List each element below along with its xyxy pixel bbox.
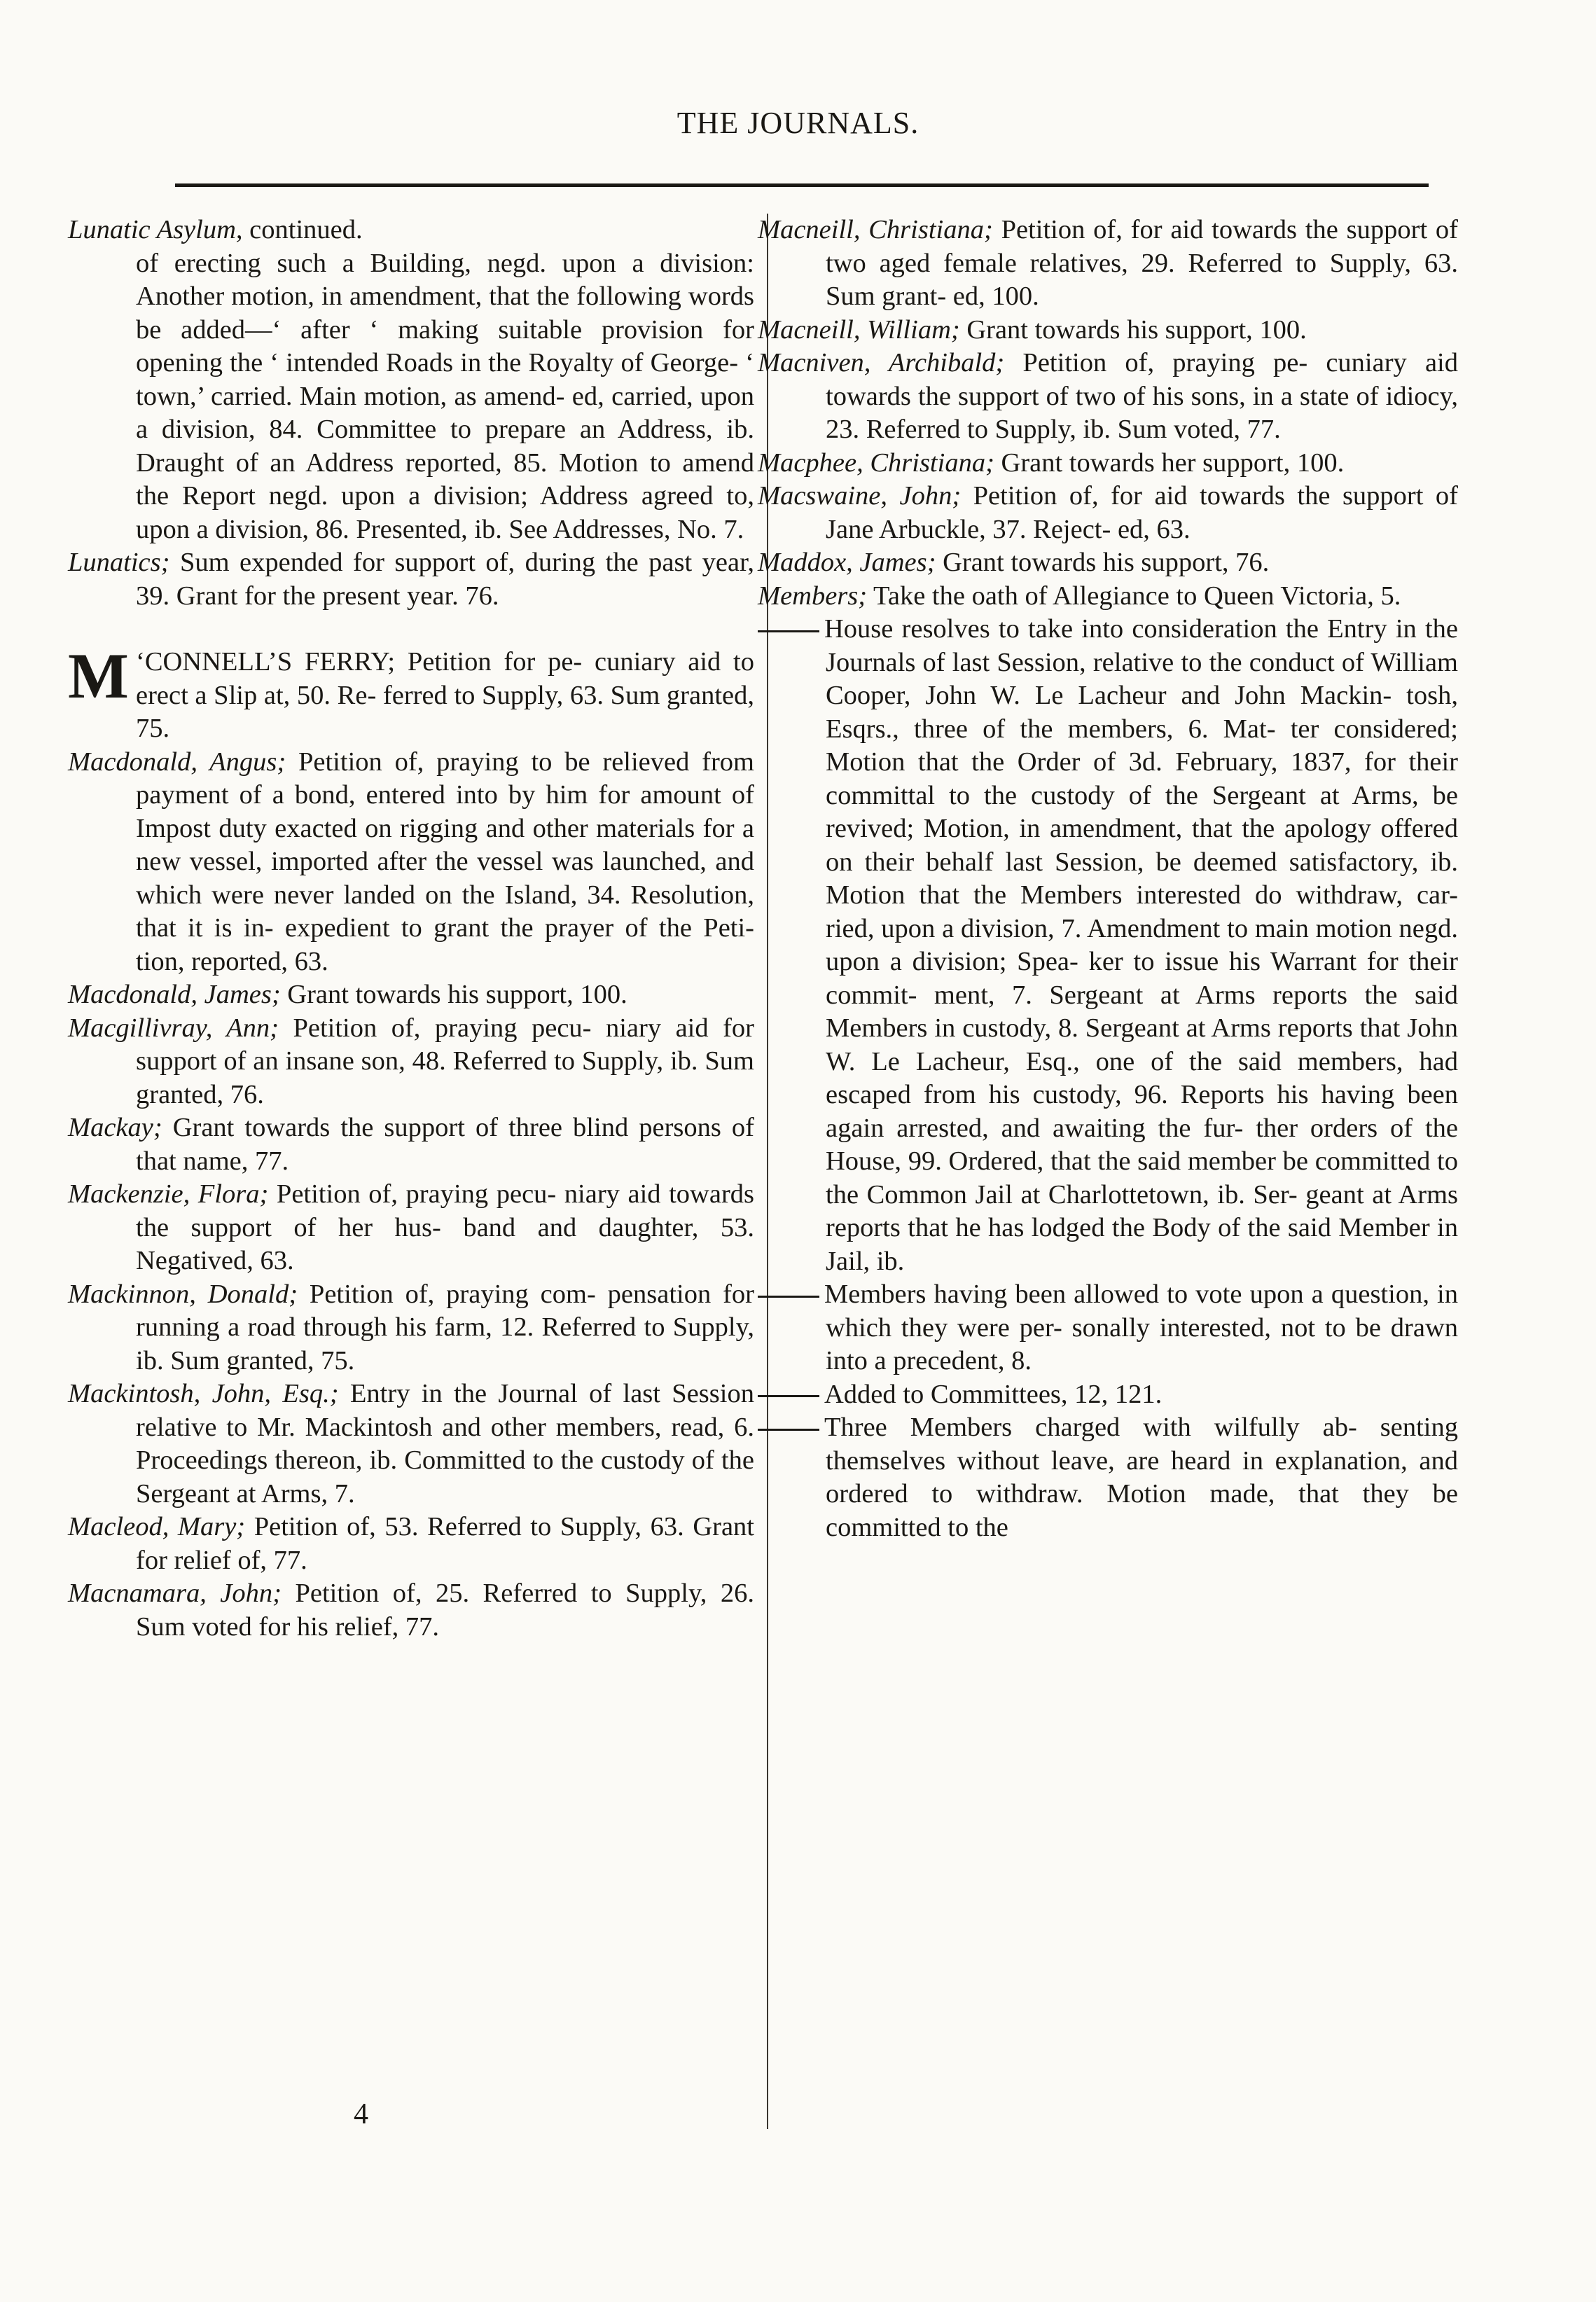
entry-text: Petition of, praying to be relieved from payment of a bond, entered into by him for amount of Impost duty exacted on rigging and other materials for a new vessel, imported after the vessel was launched, and which were never landed on the Island, 34. Resolution, that it is in- expedient to grant the prayer of the Peti- tion, reported, 63. (136, 747, 754, 976)
em-dash-rule (758, 1278, 824, 1312)
entry-text: Petition of, for aid towards the support of Jane Arbuckle, 37. Reject- ed, 63. (826, 481, 1459, 544)
dropcap-entry (68, 640, 754, 746)
index-entry (68, 546, 754, 613)
entry-text: Three Members charged with wilfully ab- senting themselves without leave, are heard in explanation, and ordered to withdraw. Motion made, that they be committed to the (824, 1413, 1458, 1542)
entry-text: Grant towards the support of three blind persons of that name, 77. (136, 1113, 754, 1176)
entry-text: Grant towards his support, 100. (959, 314, 1307, 345)
index-entry (68, 978, 754, 1012)
index-entry (68, 214, 754, 247)
entry-term: Macleod, Mary; (68, 1512, 246, 1541)
sub-entry (758, 1278, 1458, 1378)
index-entry (68, 746, 754, 979)
sub-entry (758, 1378, 1458, 1412)
entry-text: Petition of, 53. Referred to Supply, 63. Grant for relief of, 77. (136, 1512, 755, 1575)
entry-term: Mackenzie, Flora; (68, 1179, 269, 1209)
entry-term: Mackintosh, John, Esq.; (68, 1379, 339, 1408)
entry-text: Petition of, praying pe- cuniary aid towards the support of two of his sons, in a state of idiocy, 23. Referred to Supply, ib. Sum voted, 77. (826, 348, 1458, 444)
sub-entry (758, 1411, 1458, 1544)
entry-term: Lunatics; (68, 548, 170, 577)
entry-text: Sum expended for support of, during the past year, 39. Grant for the present year. 76. (136, 548, 754, 611)
index-entry (758, 580, 1458, 613)
right-column (758, 214, 1458, 1544)
entry-text: Petition of, praying com- pensation for running a road through his farm, 12. Referred to Supply, ib. Sum granted, 75. (136, 1279, 754, 1375)
entry-text: Petition of, for aid towards the support of two aged female relatives, 29. Referred to Supply, 63. Sum grant- ed, 100. (826, 215, 1458, 311)
index-entry (758, 347, 1458, 447)
entry-text: House resolves to take into consideration the Entry in the Journals of last Session, relative to the conduct of William Cooper, John W. Le Lacheur and John Mackin- tosh, Esqrs., three of the members, 6. Mat- ter considered; Motion that the Order of 3d. February, 1837, for their committal to the custody of the Sergeant at Arms, be revived; Motion, in amendment, that the apology offered on their behalf last Session, be deemed satisfactory, ib. Motion that the Members interested do withdraw, car- ried, upon a division, 7. Amendment to main motion negd. upon a division; Spea- ker to issue his Warrant for their commit- ment, 7. Sergeant at Arms reports the said Members in custody, 8. Sergeant at Arms reports that John W. Le Lacheur, Esq., one of the said members, had escaped from his custody, 96. Reports his having been again arrested, and awaiting the fur- ther orders of the House, 99. Ordered, that the said member be committed to the Common Jail at Charlottetown, ib. Ser- geant at Arms reports that he has lodged the Body of the said Member in Jail, ib. (824, 614, 1458, 1276)
entry-text: Grant towards her support, 100. (994, 448, 1345, 478)
entry-text: Grant towards his support, 76. (936, 548, 1270, 577)
index-entry (758, 480, 1458, 546)
section-spacer (68, 613, 754, 646)
entry-term: Members; (758, 581, 868, 611)
index-entry (68, 1511, 754, 1577)
index-entry (758, 546, 1458, 580)
entry-term: Macdonald, James; (68, 980, 281, 1009)
em-dash-rule (758, 1411, 824, 1445)
entry-term: Macdonald, Angus; (68, 747, 286, 777)
entry-term: Macniven, Archibald; (758, 348, 1005, 377)
index-entry (68, 1178, 754, 1278)
entry-term: Macphee, Christiana; (758, 448, 994, 478)
entry-term: Mackay; (68, 1113, 162, 1142)
entry-text: Grant towards his support, 100. (280, 980, 627, 1009)
index-entry (68, 1111, 754, 1178)
entry-term: Lunatic Asylum, (68, 215, 243, 244)
entry-text: Petition of, praying pecu- niary aid for support of an insane son, 48. Referred to Supply, ib. Sum granted, 76. (136, 1013, 754, 1109)
entry-text: Take the oath of Allegiance to Queen Victoria, 5. (867, 581, 1401, 611)
index-entry (68, 1278, 754, 1378)
index-entry-continuation (68, 247, 754, 547)
entry-text: ‘CONNELL’S FERRY; Petition for pe- cuniary aid to erect a Slip at, 50. Re- ferred to Supply, 63. Sum granted, 75. (136, 647, 754, 743)
sub-entry (758, 613, 1458, 1278)
entry-term: Macgillivray, Ann; (68, 1013, 279, 1043)
page-header: THE JOURNALS. (676, 106, 920, 140)
index-entry (68, 1577, 754, 1644)
entry-text: continued. (242, 215, 363, 244)
entry-text: Members having been allowed to vote upon a question, in which they were per- sonally interested, not to be drawn into a precedent, 8. (824, 1280, 1458, 1375)
entry-term: Mackinnon, Donald; (68, 1279, 298, 1309)
em-dash-rule (758, 1378, 824, 1412)
entry-term: Macneill, William; (758, 314, 960, 345)
index-entry (68, 1012, 754, 1112)
index-entry (758, 447, 1458, 480)
header-rule (175, 183, 1429, 187)
index-entry (758, 314, 1458, 347)
entry-text: Petition of, 25. Referred to Supply, 26. Sum voted for his relief, 77. (136, 1579, 754, 1642)
entry-term: Macnamara, John; (68, 1579, 282, 1608)
entry-term: Macneill, Christiana; (758, 215, 993, 244)
entry-text: Entry in the Journal of last Session relative to Mr. Mackintosh and other members, read, 6. Proceedings thereon, ib. Committed to the custody of the Sergeant at Arms, 7. (136, 1379, 754, 1509)
index-entry (68, 1378, 754, 1511)
entry-text: of erecting such a Building, negd. upon a division: Another motion, in amendment, that the following words be added—‘ after ‘ making suitable provision for opening the ‘ intended Roads in the Royalty of George- ‘ town,’ carried. Main motion, as amend- ed, carried, upon a division, 84. Committee to prepare an Address, ib. Draught of an Address reported, 85. Motion to amend the Report negd. upon a division; Address agreed to, upon a division, 86. Presented, ib. See Addresses, No. 7. (136, 248, 754, 544)
index-entry (758, 214, 1458, 314)
entry-text: Added to Committees, 12, 121. (824, 1379, 1163, 1409)
drop-capital: M (68, 640, 129, 712)
em-dash-rule (758, 613, 824, 646)
left-column (68, 214, 754, 1644)
page-number: 4 (354, 2098, 368, 2130)
entry-text: Petition of, praying pecu- niary aid towards the support of her hus- band and daughter, 53. Negatived, 63. (136, 1179, 754, 1275)
entry-term: Maddox, James; (758, 548, 936, 577)
entry-term: Macswaine, John; (758, 481, 962, 511)
